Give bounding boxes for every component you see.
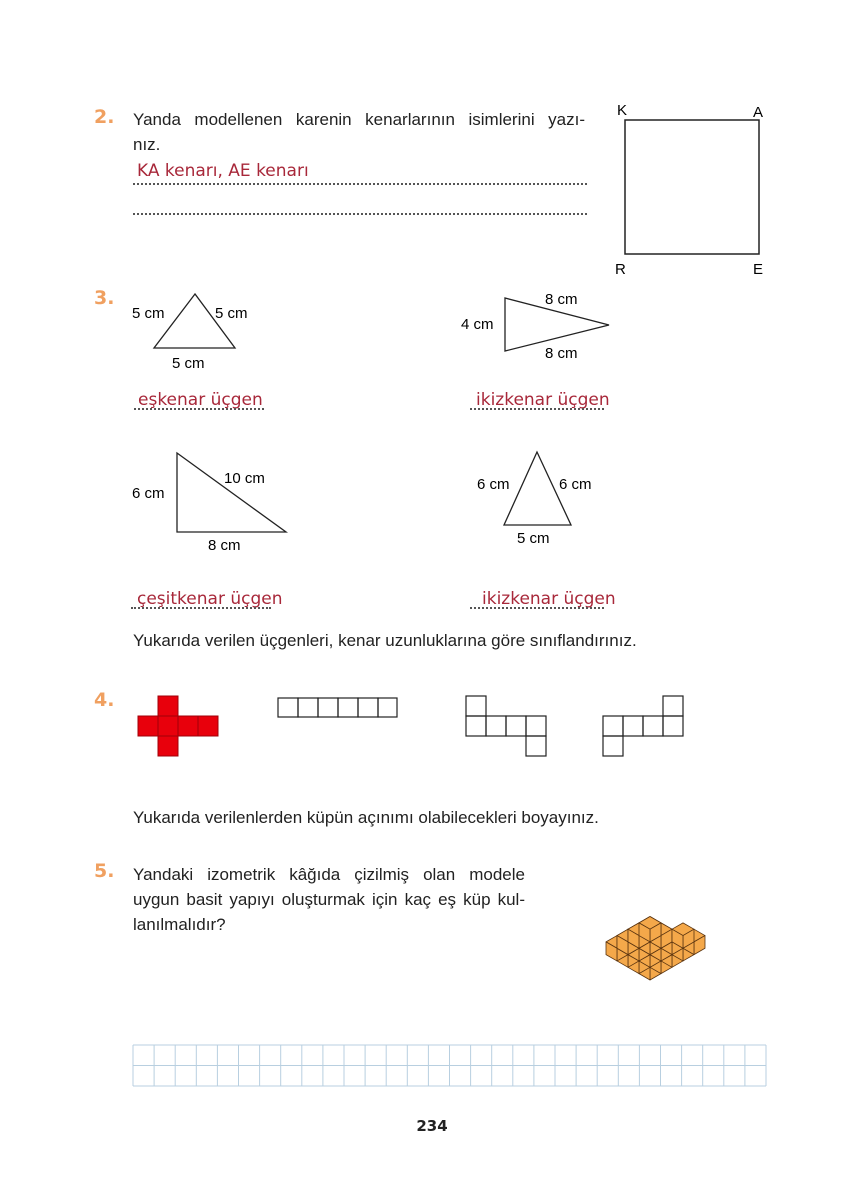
answer-line-2: [133, 213, 587, 215]
triangle-3-shape: [177, 453, 286, 532]
net-2-square: [338, 698, 358, 717]
square-ka-ae-er-rk: [625, 120, 759, 254]
triangle-2-left-label: 4 cm: [461, 316, 494, 333]
triangle-4-answer: ikizkenar üçgen: [482, 589, 616, 609]
net-4-square: [643, 716, 663, 736]
net-1-square: [198, 716, 218, 736]
triangle-2-figure: [455, 284, 625, 364]
question-3-number: 3.: [94, 287, 115, 309]
net-1-square: [178, 716, 198, 736]
net-3-square: [466, 716, 486, 736]
square-figure: [600, 96, 780, 282]
cube-net-2: [276, 696, 400, 720]
question-2-text-line2: nız.: [133, 135, 161, 154]
triangle-1-bottom-label: 5 cm: [172, 355, 205, 372]
isometric-cube-model: [570, 878, 750, 1002]
net-1-square: [158, 696, 178, 716]
triangle-3-bottom-label: 8 cm: [208, 537, 241, 554]
cube-net-4: [601, 694, 689, 760]
triangle-3-answer-line: [131, 607, 271, 609]
net-4-square: [663, 716, 683, 736]
vertex-a-label: A: [753, 104, 764, 121]
triangle-3-figure: [125, 445, 295, 560]
triangle-1-left-label: 5 cm: [132, 305, 165, 322]
question-2-text-line1: Yanda modellenen karenin kenarlarının isimlerini yazı-: [133, 110, 585, 129]
question-2-answer: KA kenarı, AE kenarı: [137, 161, 309, 181]
triangle-2-bottom-label: 8 cm: [545, 345, 578, 362]
triangle-1-right-label: 5 cm: [215, 305, 248, 322]
question-5-text-line3: lanılmalıdır?: [133, 915, 226, 934]
net-3-square: [466, 696, 486, 716]
vertex-e-label: E: [753, 261, 764, 278]
answer-line-1: [133, 183, 587, 185]
page-number: 234: [416, 1117, 448, 1135]
net-4-square: [603, 736, 623, 756]
net-2-square: [278, 698, 298, 717]
question-5-text-line2: uygun basit yapıyı oluşturmak için kaç eş küp kul-: [133, 890, 525, 909]
question-4-instruction: Yukarıda verilenlerden küpün açınımı olabilecekleri boyayınız.: [133, 808, 599, 827]
triangle-3-left-label: 6 cm: [132, 485, 165, 502]
triangle-4-right-label: 6 cm: [559, 476, 592, 493]
net-1-square: [138, 716, 158, 736]
vertex-k-label: K: [617, 102, 628, 119]
triangle-2-top-label: 8 cm: [545, 291, 578, 308]
answer-grid: [130, 1043, 770, 1089]
triangle-4-bottom-label: 5 cm: [517, 530, 550, 547]
net-3-square: [506, 716, 526, 736]
triangle-1-answer-line: [134, 408, 264, 410]
triangle-4-left-label: 6 cm: [477, 476, 510, 493]
net-4-square: [603, 716, 623, 736]
vertex-r-label: R: [615, 261, 626, 278]
net-2-square: [378, 698, 397, 717]
net-1-square: [158, 736, 178, 756]
net-2-square: [358, 698, 378, 717]
net-2-square: [318, 698, 338, 717]
net-1-square: [158, 716, 178, 736]
triangle-3-hyp-label: 10 cm: [224, 470, 265, 487]
triangle-4-figure: [470, 445, 610, 555]
cube-net-1-painted: [136, 694, 222, 760]
net-3-square: [526, 716, 546, 736]
triangle-1-figure: [120, 284, 280, 374]
triangle-1-answer: eşkenar üçgen: [138, 390, 263, 410]
net-4-square: [663, 696, 683, 716]
question-2-number: 2.: [94, 106, 115, 128]
question-3-instruction: Yukarıda verilen üçgenleri, kenar uzunluklarına göre sınıflandırınız.: [133, 631, 637, 650]
net-3-square: [526, 736, 546, 756]
cube-net-3: [464, 694, 552, 760]
triangle-2-answer-line: [470, 408, 604, 410]
question-4-number: 4.: [94, 689, 115, 711]
net-2-square: [298, 698, 318, 717]
triangle-2-answer: ikizkenar üçgen: [476, 390, 610, 410]
question-5-number: 5.: [94, 860, 115, 882]
net-4-square: [623, 716, 643, 736]
triangle-3-answer: çeşitkenar üçgen: [137, 589, 283, 609]
net-3-square: [486, 716, 506, 736]
question-5-text-line1: Yandaki izometrik kâğıda çizilmiş olan modele: [133, 865, 525, 884]
triangle-4-answer-line: [470, 607, 604, 609]
